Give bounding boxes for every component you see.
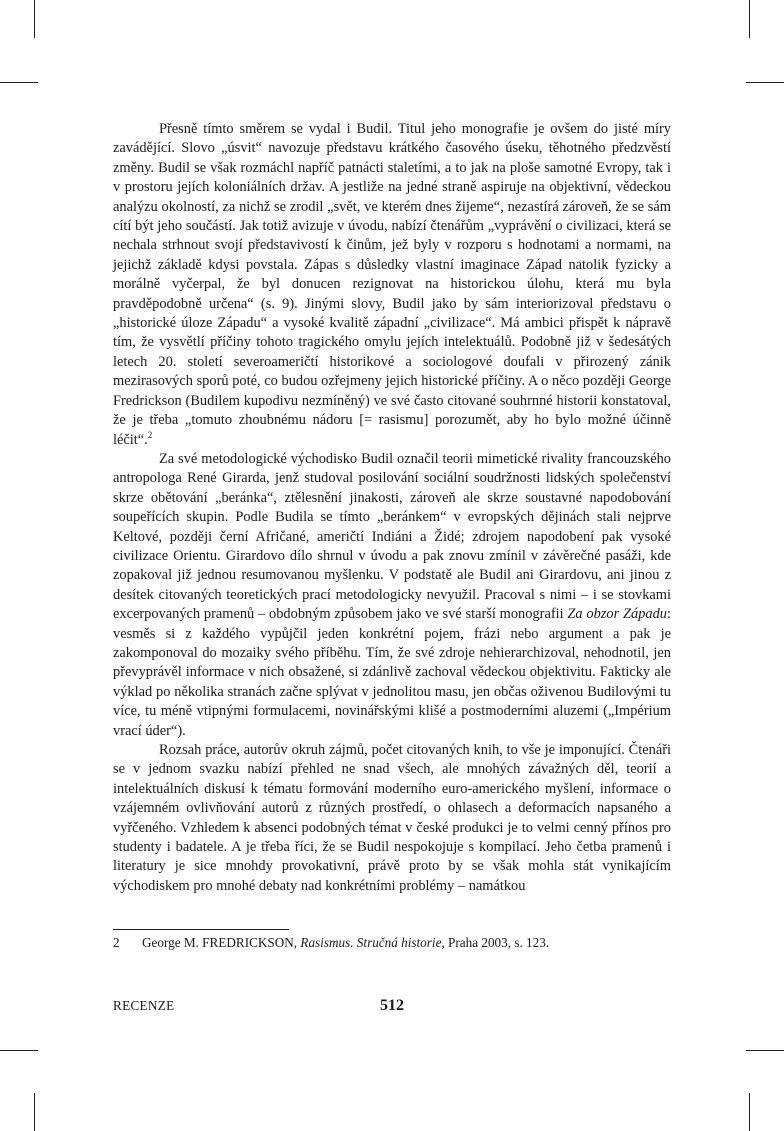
- footnote-citation: , Praha 2003, s. 123.: [441, 935, 550, 950]
- book-title: Za obzor Západu: [567, 606, 667, 623]
- paragraph-text: Přesně tímto směrem se vydal i Budil. Titul jeho monografie je ovšem do jisté míry zavádějící. Slovo „úsvit“ navozuje představu krátkého časového úseku, těhotného předzvěstí změny. Budil se však rozmáchl napříč patnácti staletími, a to jak na ploše samotné Evropy, tak i v prostoru jejích koloniálních držav. A jestliže na jedné straně aspiruje na objektivní, vědeckou analýzu okolností, za nichž se zrodil „svět, ve kterém dnes žijeme“, nezastírá zároveň, že se sám cítí být jeho součástí. Jak totiž avizuje v úvodu, nabízí čtenářům „vyprávění o civilizaci, která se nechala strhnout svojí představivostí k činům, jež byly v rozporu s hodnotami a normami, na jejichž základě kdysi povstala. Zápas s důsledky vlastní imaginace Západ natolik fyzicky a morálně vyčerpal, že byl donucen rezignovat na historickou úlohu, která mu byla pravděpodobně určena“ (s. 9). Jinými slovy, Budil jako by sám interiorizoval představu o „historické úloze Západu“ a vysoké kvalitě západní „civilizace“. Má ambici přispět k nápravě tím, že vysvětlí příčiny tohoto tragického omylu jejích intelektuálů. Podobně již v šedesátých letech 20. století severoameričtí historikové a sociologové doufali v přirozený zánik mezirasových sporů poté, co budou ozřejmeny jejich historické příčiny. A o něco později George Fredrickson (Budilem kupodivu nezmíněný) ve své často citované souhrnné historii konstatoval, že je třeba „tomuto zhoubnému nádoru [= rasismu] porozumět, aby ho bylo možné účinně léčit“.: [113, 121, 671, 448]
- body-text: [113, 120, 671, 896]
- footnote-number: 2: [113, 935, 120, 950]
- footnote-author: George M. FREDRICKSON,: [142, 935, 301, 950]
- footnote-ref[interactable]: 2: [147, 429, 153, 440]
- footnote-title: Rasismus. Stručná historie: [300, 935, 442, 950]
- footnote: [113, 934, 671, 952]
- paragraph-text: Za své metodologické východisko Budil označil teorii mimetické rivality francouzského antropologa René Girarda, jenž studoval posilování sociální soudržnosti lidských společenství skrze obětování „beránka“, ztělesnění jinakosti, zároveň ale skrze soustavné napodobování soupeřících skupin. Podle Budila se tímto „beránkem“ v evropských dějinách stali nejprve Keltové, později černí Afričané, američtí Indiáni a Židé; zdrojem napodobení pak vysoké civilizace Orientu. Girardovo dílo shrnul v úvodu a pak znovu zmínil v závěrečné pasáži, kde zopakoval již jednou resumovanou myšlenku. V podstatě ale Budil ani Girardovu, ani jinou z desítek citovaných teoretických prací metodologicky nevyužil. Pracoval s nimi – i se stovkami excerpovaných pramenů – obdobným způsobem jako ve své starší monografii: [113, 450, 671, 623]
- paragraph-1: [113, 120, 671, 450]
- footer-section: RECENZE: [113, 998, 175, 1013]
- paragraph-text: Rozsah práce, autorův okruh zájmů, počet citovaných knih, to vše je imponující. Čtenáři se v jednom svazku nabízí přehled ne snad všech, ale mnohých závažných děl, teorií a intelektuálních diskusí k tématu formování moderního euro-amerického myšlení, informace o vzájemném ovlivňování autorů z různých prostředí, o ohlasech a deformacích napsaného a vyřčeného. Vzhledem k absenci podobných témat v české produkci je to velmi cenný přínos pro studenty i badatele. A je třeba říci, že se Budil nespokojuje s kompilací. Jeho četba pramenů i literatury je sice mnohdy provokativní, právě proto by se však mohla stát vynikajícím východiskem pro mnohé debaty nad konkrétními problémy – namátkou: [113, 742, 671, 894]
- crop-mark: [34, 1093, 35, 1131]
- crop-mark: [0, 82, 38, 83]
- paragraph-3: [113, 741, 671, 896]
- crop-mark: [0, 1050, 38, 1051]
- crop-mark: [749, 1093, 750, 1131]
- crop-mark: [746, 1050, 784, 1051]
- page-number: 512: [380, 997, 404, 1014]
- crop-mark: [34, 0, 35, 38]
- paragraph-2: [113, 450, 671, 741]
- footnote-divider: [113, 929, 289, 930]
- crop-mark: [746, 82, 784, 83]
- paragraph-text: : vesměs si z každého vypůjčil jeden konkrétní pojem, frázi nebo argument a pak je zakomponoval do mozaiky svého příběhu. Tím, že své zdroje nehierarchizoval, nehodnotil, jen převyprávěl informace v nich obsažené, si zdánlivě zachoval vědeckou objektivitu. Fakticky ale výklad po několika stranách začne splývat v jednolitou masu, jen občas oživenou Budilovými tu více, tu méně vtipnými formulacemi, novinářskými klišé a postmoderními aluzemi („Impérium vrací úder“).: [113, 606, 671, 739]
- crop-mark: [749, 0, 750, 38]
